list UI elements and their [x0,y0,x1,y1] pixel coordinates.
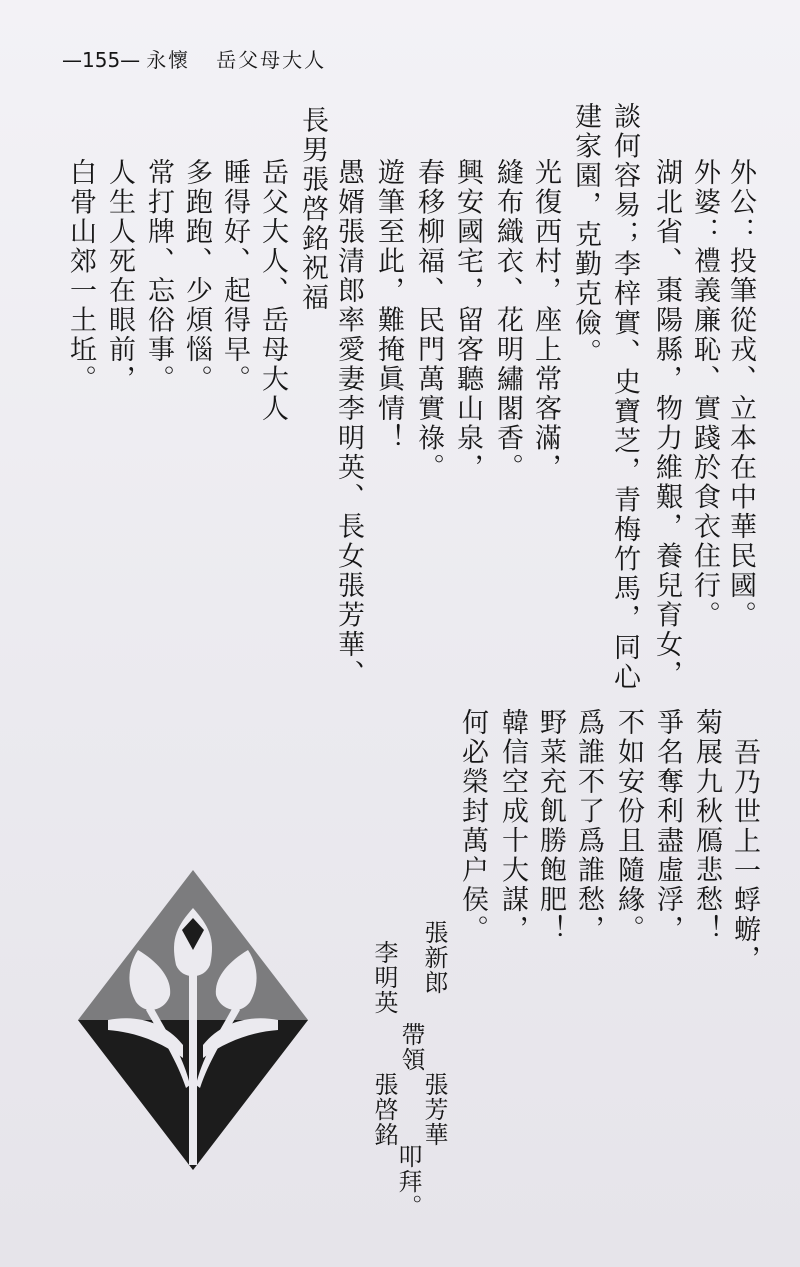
poem-line: 長男張啓銘祝福 [297,106,328,313]
poem-line: 建家園，克勤克儉。 [570,102,601,368]
signature-bow: 叩拜。 [394,1144,422,1219]
poem-line: 遊筆至此，難掩眞情！ [373,158,404,453]
verse-line: 何必榮封萬户侯。 [457,708,488,944]
poem-line: 外公：投筆從戎、立本在中華民國。 [725,158,756,630]
verse-line: 爲誰不了爲誰愁， [573,708,604,944]
verse-line: 吾乃世上一蜉蝣， [729,738,760,974]
poem-line: 湖北省、棗陽縣，物力維艱，養兒育女， [651,158,682,689]
verse-line: 不如安份且隨緣。 [613,708,644,944]
signature-name: 李明英 [370,940,398,1015]
poem-line: 多跑跑、少煩惱。 [181,158,212,394]
poem-line: 人生人死在眼前， [104,158,135,394]
poem-line: 岳父大人、岳母大人 [257,158,288,424]
poem-line: 興安國宅，留客聽山泉， [452,158,483,483]
tulip-emblem-icon [78,870,308,1170]
poem-line: 睡得好、起得早。 [219,158,250,394]
poem-line: 外婆：禮義廉恥、實踐於食衣住行。 [689,158,720,630]
verse-line: 韓信空成十大謀， [497,708,528,944]
signature-name: 張啓銘 [370,1072,398,1147]
poem-line: 談何容易；李梓實、史寶芝，青梅竹馬，同心 [609,102,640,692]
verse-line: 爭名奪利盡虛浮， [652,708,683,944]
poem-line: 春移柳福、民門萬實祿。 [413,158,444,483]
signature-name: 張新郎 [420,920,448,995]
page-subtitle: 岳父母大人 [216,48,327,72]
poem-line: 常打牌、忘俗事。 [143,158,174,394]
signature-name: 張芳華 [420,1072,448,1147]
poem-line: 光復西村，座上常客滿， [530,158,561,483]
poem-line: 愚婿張清郎率愛妻李明英、長女張芳華、 [333,158,364,689]
verse-line: 野菜充飢勝飽肥！ [535,708,566,944]
poem-line: 縫布織衣、花明繡閣香。 [492,158,523,483]
page-title: 永懷 [146,48,191,72]
poem-line: 白骨山郊一土坵。 [65,158,96,394]
signature-lead: 帶領 [397,1022,425,1072]
verse-line: 菊展九秋鴈悲愁！ [691,708,722,944]
page-number: —155— [62,48,141,72]
page-header [62,44,326,73]
